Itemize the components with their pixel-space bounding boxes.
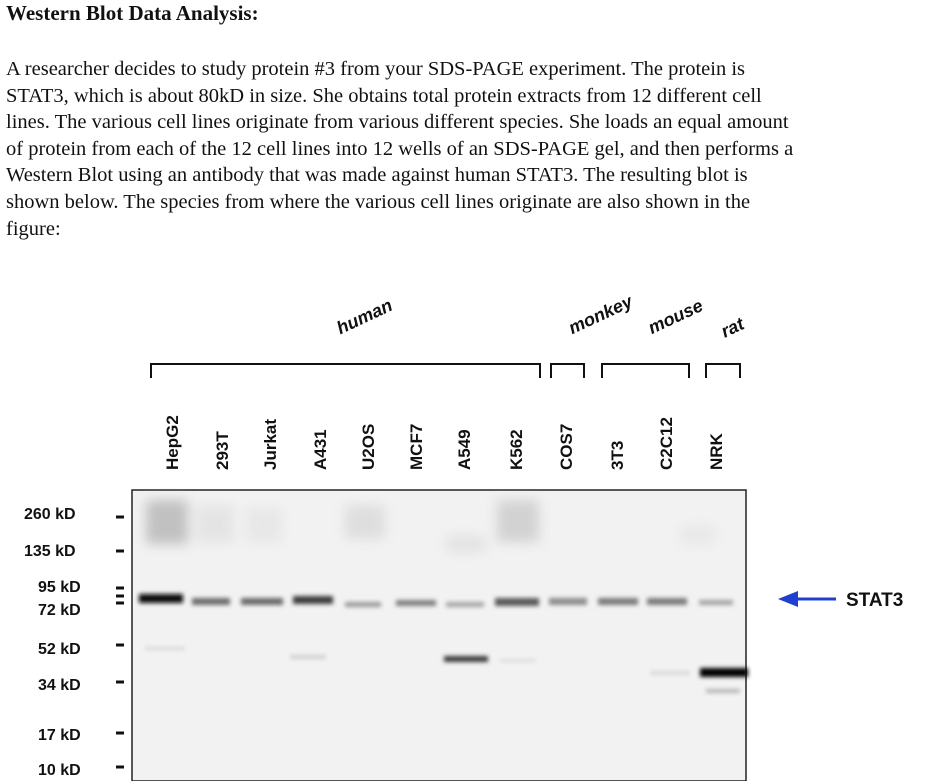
- mw-label: 52 kD: [38, 641, 81, 658]
- lane-label: COS7: [557, 423, 576, 470]
- mw-label: 72 kD: [38, 602, 81, 619]
- mw-label: 10 kD: [38, 762, 81, 779]
- bracket-monkey: [551, 364, 584, 378]
- paragraph-line: A researcher decides to study protein #3 from your SDS-PAGE experiment. The protein is: [6, 58, 745, 80]
- paragraph-line: figure:: [6, 217, 61, 240]
- lane-label: A431: [311, 429, 330, 470]
- lane-label: C2C12: [657, 417, 676, 470]
- paragraph-line: Western Blot using an antibody that was made against human STAT3. The resulting blot is: [6, 164, 748, 187]
- mw-label: 17 kD: [38, 727, 81, 744]
- species-label-human: human: [333, 295, 396, 339]
- lane-label: K562: [507, 429, 526, 470]
- lane-label: 293T: [213, 431, 232, 470]
- mw-label: 95 kD: [38, 579, 81, 596]
- lane-label: A549: [455, 429, 474, 470]
- mw-label: 135 kD: [24, 543, 76, 560]
- page-title: Western Blot Data Analysis:: [6, 1, 259, 25]
- lane-label: 3T3: [608, 440, 627, 470]
- bracket-human: [151, 364, 540, 378]
- species-label-monkey: monkey: [565, 291, 636, 339]
- lane-label: MCF7: [407, 423, 426, 470]
- mw-label: 34 kD: [38, 677, 81, 694]
- mw-ladder-ticks: [116, 517, 124, 767]
- lane-label: U2OS: [359, 423, 378, 470]
- lane-label: HepG2: [163, 415, 182, 470]
- lane-labels: [163, 415, 726, 470]
- species-brackets: [151, 364, 740, 378]
- lane-label: NRK: [707, 433, 726, 470]
- stat3-arrow-icon: [778, 591, 836, 607]
- paragraph-line: STAT3, which is about 80kD in size. She obtains total protein extracts from 12 different cell: [6, 84, 762, 107]
- lane-label: Jurkat: [261, 418, 280, 470]
- paragraph-line: lines. The various cell lines originate from various different species. She loads an equal amount: [6, 111, 789, 134]
- species-label-mouse: mouse: [644, 295, 706, 338]
- stat3-label: STAT3: [846, 590, 904, 611]
- blot-image: [132, 490, 748, 781]
- species-label-rat: rat: [717, 313, 748, 342]
- bracket-mouse: [602, 364, 689, 378]
- paragraph-line: shown below. The species from where the various cell lines originate are also shown in the: [6, 190, 751, 213]
- mw-label: 260 kD: [24, 506, 76, 523]
- mw-markers: [24, 506, 81, 779]
- paragraph-line: of protein from each of the 12 cell lines into 12 wells of an SDS-PAGE gel, and then performs a: [6, 137, 794, 160]
- bracket-rat: [706, 364, 740, 378]
